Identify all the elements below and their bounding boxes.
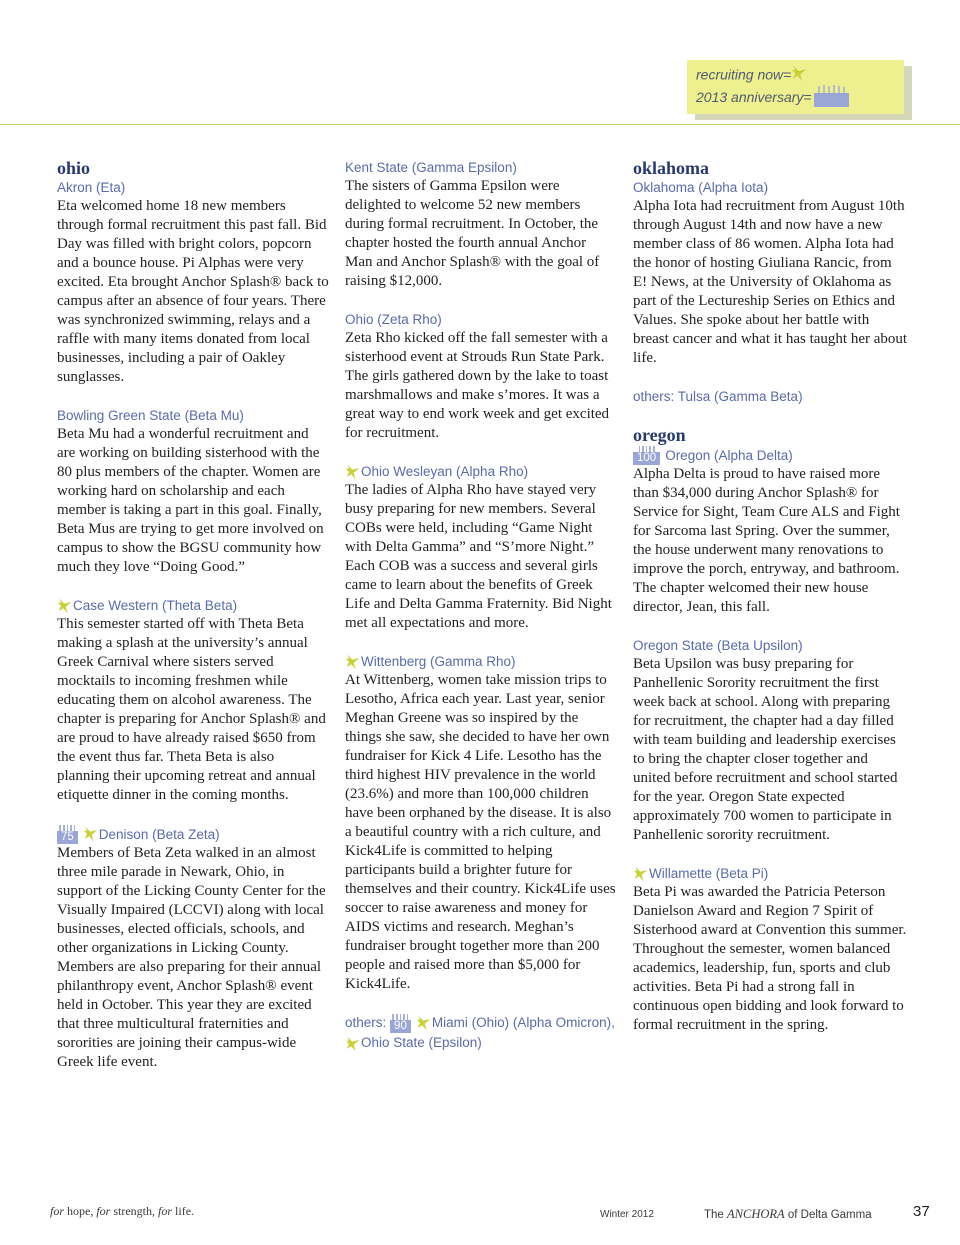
state-heading-ohio: ohio bbox=[57, 158, 91, 178]
chapter-ohio-wesleyan-name: Ohio Wesleyan (Alpha Rho) bbox=[361, 464, 529, 479]
chapter-akron-text: Eta welcomed home 18 new members through formal recruitment this past fall. Bid Day was filled with bright colors, popcorn and a bounce house. Pi Alphas were very excited. Eta brought Anchor Splash® back to campus after an absence of four years. There was synchronized swimming, relays and a raffle with many items donated from local businesses, including a pair of Oakley sunglasses. bbox=[57, 198, 329, 385]
chapter-wittenberg-text: At Wittenberg, women take mission trips to Lesotho, Africa each year. Last year, senior Meghan Greene was so inspired by the things she saw, she decided to have her own fundraiser for Kick 4 Life. Lesotho has the third highest HIV prevalence in the world (23.6%) and more than 100,000 children have been orphaned by the disease. It is also a beautiful country with a rich culture, and Kick4Life is committed to helping participants build a brighter future for themselves and their country. Kick4Life uses soccer to raise awareness and money for AIDS victims and research. Meghan’s fundraiser brought together more than 200 people and raised more than $5,000 for Kick4Life. bbox=[345, 672, 616, 992]
legend-anniversary-row bbox=[696, 84, 904, 106]
chapter-ohio-zeta-rho: Ohio (Zeta Rho) bbox=[345, 312, 442, 327]
others-ohio-state: Ohio State (Epsilon) bbox=[361, 1035, 482, 1051]
legend-anniversary-label: 2013 anniversary= bbox=[696, 89, 812, 106]
cake-icon bbox=[390, 1013, 411, 1033]
star-icon bbox=[345, 1036, 361, 1052]
chapter-akron: Akron (Eta) bbox=[57, 180, 126, 195]
chapter-oregon-state-text: Beta Upsilon was busy preparing for Panhellenic Sorority recruitment the first week back at school. Along with preparing for recruitment, the chapter had a day filled with team building and leadership exercises to bring the chapter closer together and united before recruitment and school started for the year. Oregon State expected approximately 700 women to participate in Panhellenic sorority recruitment. bbox=[633, 656, 898, 843]
cake-icon bbox=[633, 445, 660, 465]
chapter-wittenberg bbox=[345, 652, 617, 671]
chapter-denison-text: Members of Beta Zeta walked in an almost three mile parade in Newark, Ohio, in support of the Licking County Center for the Visually Impaired (LCCVI) along with local businesses, elected officials, schools, and other organizations in Licking County. Members are also preparing for their annual philanthropy event, Anchor Splash® event held in October. This year they are excited that three multicultural fraternities and sororities are joining their campus-wide Greek life event. bbox=[57, 845, 326, 1070]
state-heading-oklahoma: oklahoma bbox=[633, 158, 710, 178]
chapter-case-western-name: Case Western (Theta Beta) bbox=[73, 598, 238, 613]
chapter-willamette-name: Willamette (Beta Pi) bbox=[649, 866, 769, 881]
chapter-kent-state-text: The sisters of Gamma Epsilon were delighted to welcome 52 new members during formal recruitment. In October, the chapter hosted the fourth annual Anchor Man and Anchor Splash® with the goal of raising $12,000. bbox=[345, 178, 600, 289]
chapter-bgsu-text: Beta Mu had a wonderful recruitment and are working on building sisterhood with the 80 plus members of the chapter. Women are working hard on scholarship and each member is taking a part in this goal. Finally, Beta Mus are trying to get more involved on campus to show the BGSU community how much they love “Doing Good.” bbox=[57, 426, 324, 575]
chapter-oklahoma-text: Alpha Iota had recruitment from August 10th through August 14th and now have a new member class of 86 women. Alpha Iota had the honor of hosting Giuliana Rancic, from E! News, at the University of Oklahoma as part of the Lectureship Series on Ethics and Values. She spoke about her battle with breast cancer and what it has taught her about life. bbox=[633, 198, 908, 366]
column-3 bbox=[633, 158, 908, 1054]
others-ohio bbox=[345, 1013, 617, 1052]
cake-icon bbox=[57, 824, 78, 844]
chapter-kent-state: Kent State (Gamma Epsilon) bbox=[345, 160, 517, 175]
star-icon bbox=[345, 654, 361, 670]
page-number: 37 bbox=[913, 1203, 930, 1220]
legend-recruiting-label: recruiting now= bbox=[696, 66, 792, 83]
cake-icon bbox=[812, 84, 850, 113]
chapter-ohio-wesleyan-text: The ladies of Alpha Rho have stayed very busy preparing for new members. Several COBs were held, including “Game Night with Delta Gamma” and “S’more Night.” Each COB was a success and several girls came to learn about the benefits of Greek Life and Delta Gamma Fraternity. Bid Night met all expectations and more. bbox=[345, 482, 612, 631]
footer-issue: Winter 2012 bbox=[600, 1209, 654, 1220]
icon-legend bbox=[687, 60, 904, 114]
legend-recruiting-row bbox=[696, 65, 904, 84]
star-icon bbox=[57, 598, 73, 614]
chapter-oregon bbox=[633, 445, 908, 465]
star-icon bbox=[416, 1015, 432, 1031]
chapter-willamette-text: Beta Pi was awarded the Patricia Peterson Danielson Award and Region 7 Spirit of Sisterhood award at Convention this summer. Throughout the semester, women balanced academics, leadership, fun, sports and club activities. Beta Pi had a strong fall in continuous open bidding and look forward to formal recruitment in the spring. bbox=[633, 884, 907, 1033]
chapter-oregon-text: Alpha Delta is proud to have raised more than $34,000 during Anchor Splash® for Service for Sight, Team Cure ALS and Fight for Sarcoma last Spring. Over the summer, the house underwent many renovations to improve the porch, entryway, and bathroom. The chapter welcomed their new house director, Jean, this fall. bbox=[633, 466, 900, 615]
chapter-oklahoma: Oklahoma (Alpha Iota) bbox=[633, 180, 769, 195]
chapter-willamette bbox=[633, 864, 908, 883]
column-1 bbox=[57, 158, 329, 1091]
star-icon bbox=[83, 826, 99, 842]
star-icon bbox=[633, 866, 649, 882]
chapter-case-western-text: This semester started off with Theta Beta making a splash at the university’s annual Greek Carnival where sisters served mocktails to incoming freshmen while educating them on alcohol awareness. The chapter is preparing for Anchor Splash® and are proud to have already raised $650 from the event thus far. Theta Beta is also planning their upcoming retreat and annual etiquette dinner in the coming months. bbox=[57, 616, 326, 803]
chapter-bgsu: Bowling Green State (Beta Mu) bbox=[57, 408, 244, 423]
chapter-ohio-wesleyan bbox=[345, 462, 617, 481]
others-oklahoma: others: Tulsa (Gamma Beta) bbox=[633, 389, 803, 404]
anniversary-number: 90 bbox=[390, 1020, 411, 1033]
chapter-oregon-name: Oregon (Alpha Delta) bbox=[665, 447, 793, 463]
footer-tagline: for hope, for strength, for life. bbox=[50, 1204, 195, 1218]
anniversary-number: 75 bbox=[57, 831, 78, 844]
column-2 bbox=[345, 158, 617, 1052]
chapter-ohio-zeta-rho-text: Zeta Rho kicked off the fall semester with a sisterhood event at Strouds Run State Park. The girls gathered down by the lake to toast marshmallows and make s’mores. It was a great way to end work week and get excited for recruitment. bbox=[345, 330, 610, 441]
header-rule bbox=[0, 124, 960, 125]
footer-publication: The ANCHORA of Delta Gamma bbox=[704, 1207, 872, 1221]
star-icon bbox=[345, 464, 361, 480]
chapter-denison bbox=[57, 824, 329, 844]
others-label: others: bbox=[345, 1015, 387, 1030]
chapter-wittenberg-name: Wittenberg (Gamma Rho) bbox=[361, 654, 516, 669]
anniversary-number: 100 bbox=[633, 452, 660, 465]
chapter-case-western bbox=[57, 596, 329, 615]
state-heading-oregon: oregon bbox=[633, 425, 686, 445]
chapter-oregon-state: Oregon State (Beta Upsilon) bbox=[633, 638, 803, 653]
others-miami: Miami (Ohio) (Alpha Omicron), bbox=[431, 1015, 615, 1030]
chapter-denison-name: Denison (Beta Zeta) bbox=[98, 826, 220, 842]
